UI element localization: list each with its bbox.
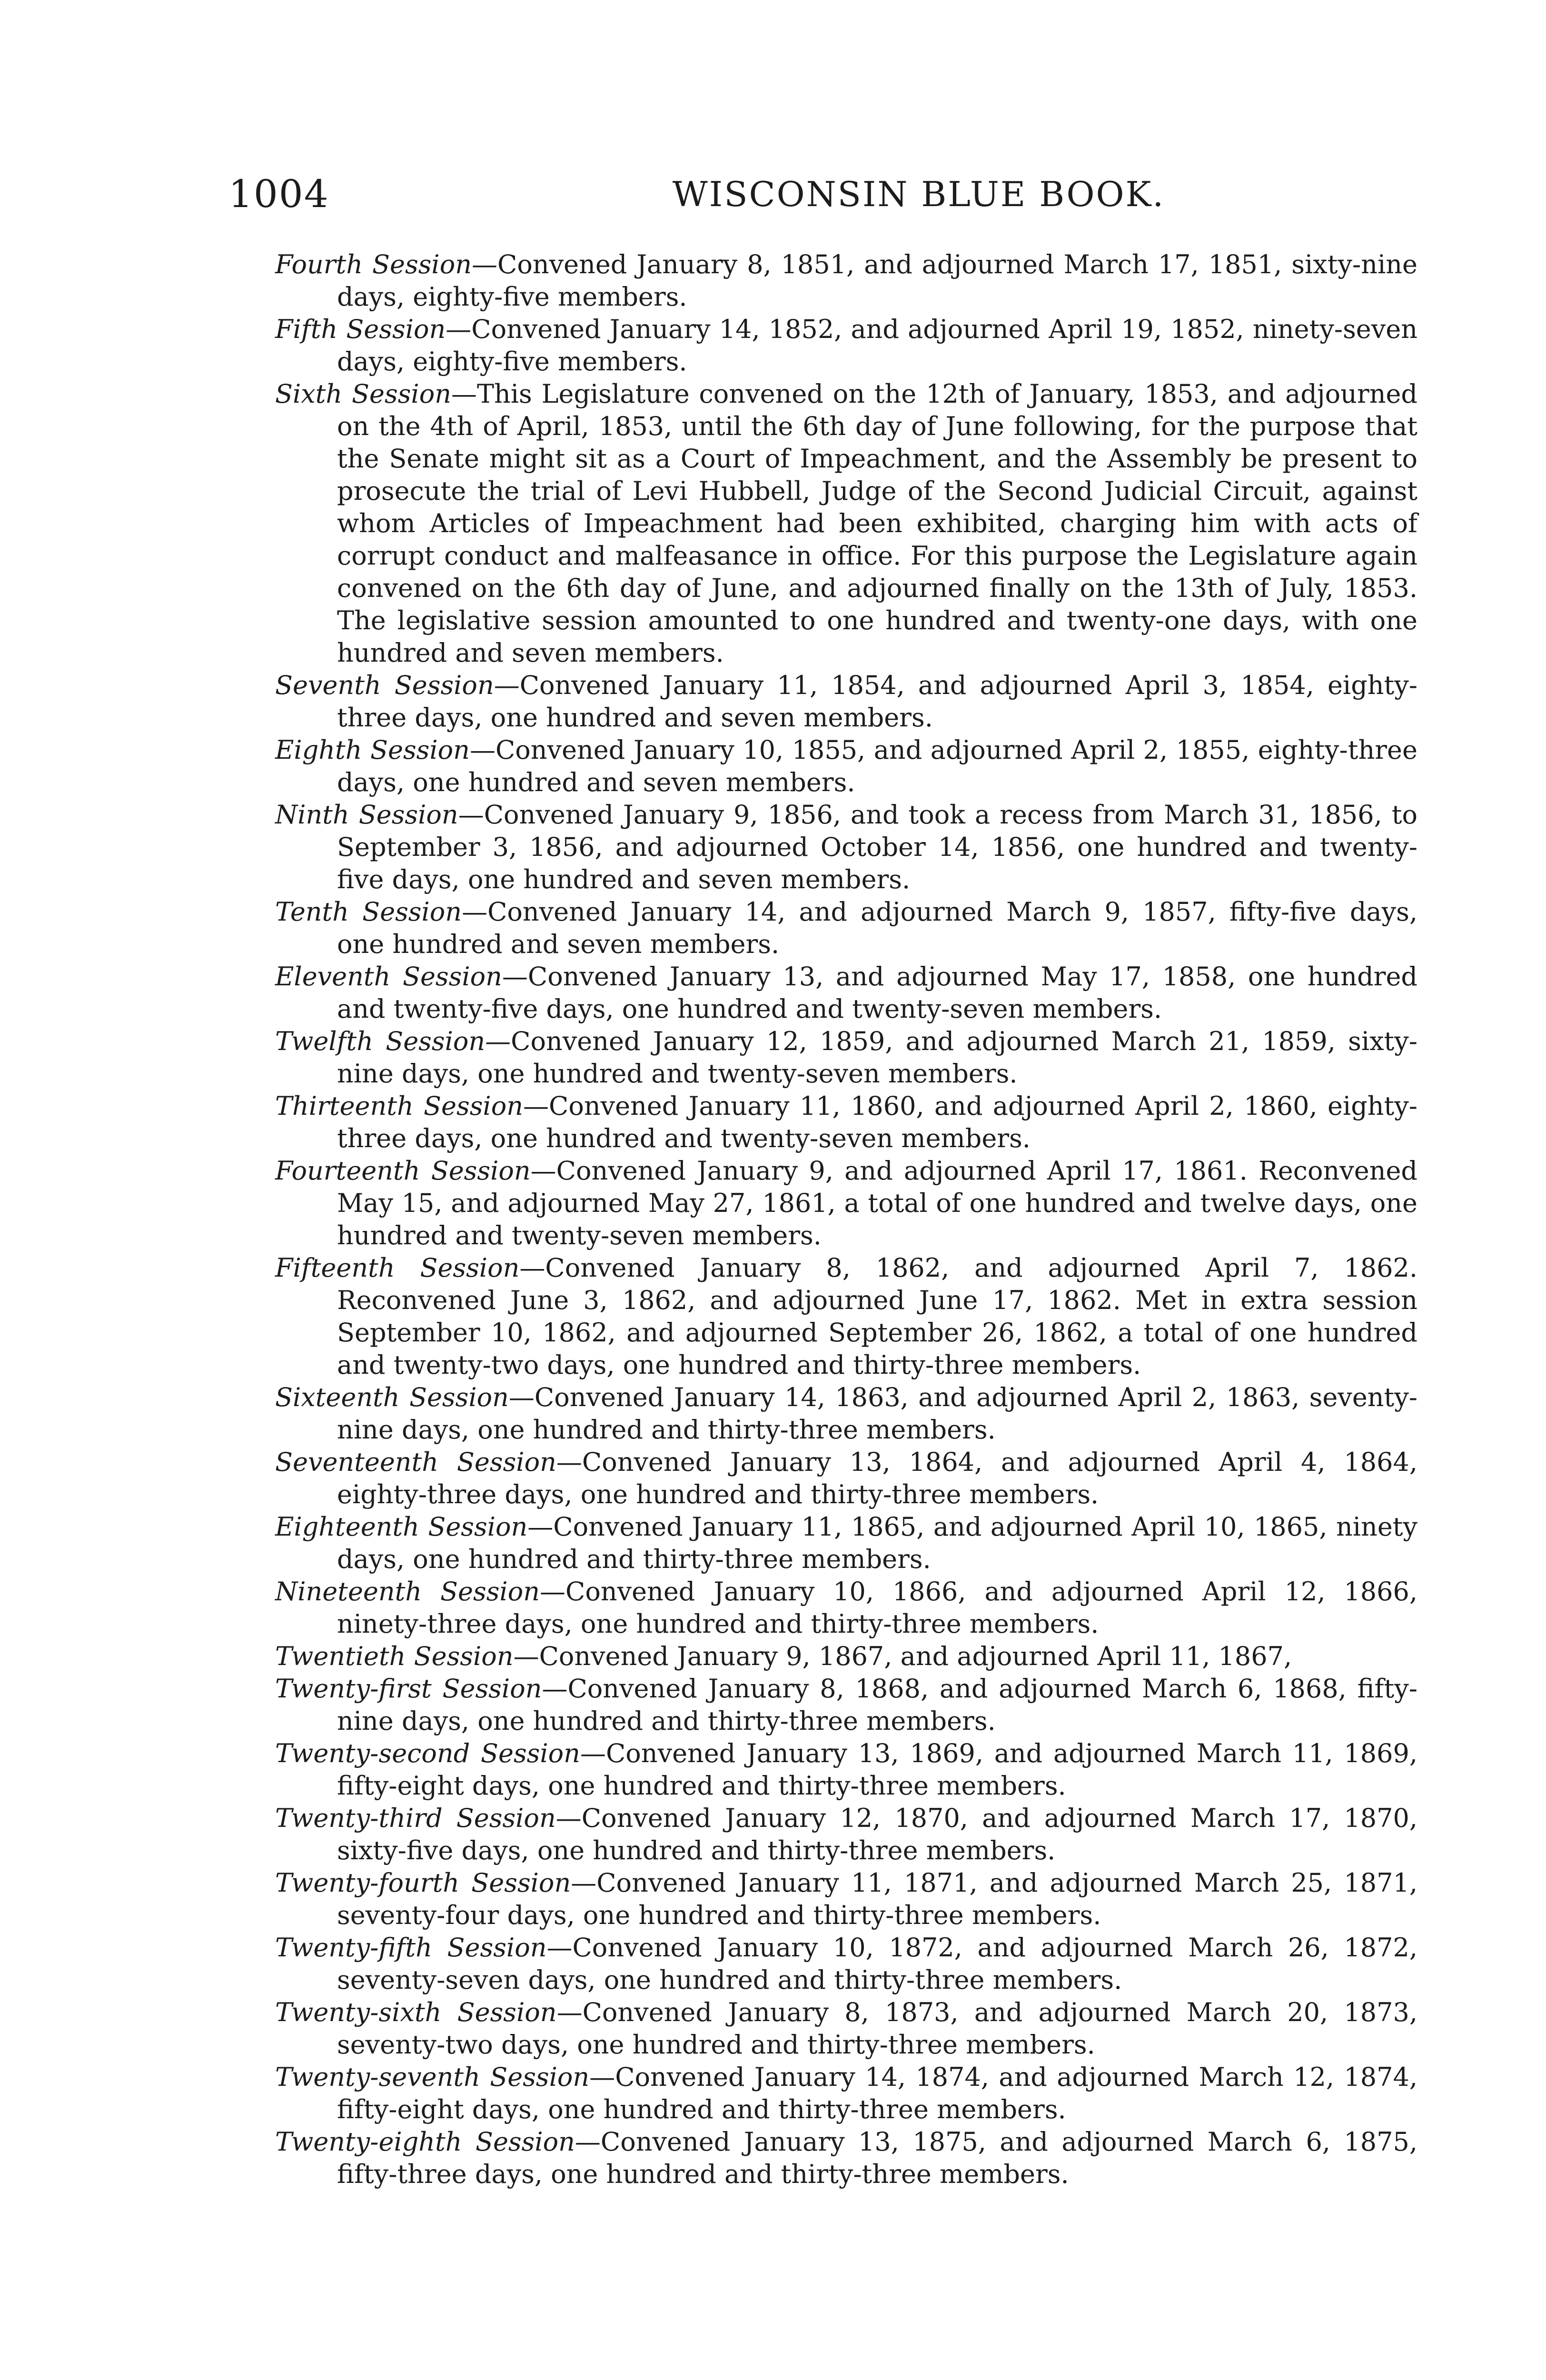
session-name: Tenth Session: [275, 897, 462, 927]
session-name: Fourth Session: [275, 249, 472, 279]
session-entry: [275, 896, 1417, 961]
session-details: —Convened January 14, 1863, and adjourned April 2, 1863, seventy-nine days, one hundred and thirty-three members.: [337, 1382, 1418, 1445]
session-name: Twenty-second Session: [275, 1738, 580, 1768]
running-title: WISCONSIN BLUE BOOK.: [672, 174, 1165, 214]
session-name: Twenty-sixth Session: [275, 1997, 557, 2027]
session-details: —Convened January 14, and adjourned March 9, 1857, fifty-five days, one hundred and seven members.: [337, 897, 1417, 959]
session-name: Fourteenth Session: [275, 1156, 531, 1186]
session-entry: [275, 1446, 1417, 1511]
session-details: —Convened January 13, 1875, and adjourned March 6, 1875, fifty-three days, one hundred and thirty-three members.: [337, 2127, 1417, 2189]
session-name: Seventh Session: [275, 670, 494, 700]
session-entry: [275, 1737, 1417, 1802]
session-name: Sixth Session: [275, 379, 451, 409]
session-list: [275, 248, 1417, 2191]
session-details: —Convened January 8, 1862, and adjourned April 7, 1862. Reconvened June 3, 1862, and adjourned June 17, 1862. Met in extra session September 10, 1862, and adjourned September 26, 1862, a total of one hundred and twenty-two days, one hundred and thirty-three members.: [337, 1253, 1417, 1380]
page-number: 1004: [228, 172, 329, 216]
session-entry: [275, 1802, 1417, 1867]
session-details: —Convened January 8, 1873, and adjourned March 20, 1873, seventy-two days, one hundred and thirty-three members.: [337, 1997, 1417, 2060]
session-details: —Convened January 12, 1859, and adjourned March 21, 1859, sixty-nine days, one hundred and twenty-seven members.: [337, 1026, 1418, 1089]
session-entry: [275, 313, 1417, 378]
session-name: Twenty-third Session: [275, 1803, 556, 1833]
session-name: Twenty-first Session: [275, 1674, 542, 1704]
session-details: —Convened January 14, 1852, and adjourned April 19, 1852, ninety-seven days, eighty-five members.: [337, 314, 1417, 377]
session-entry: [275, 1867, 1417, 1932]
session-name: Twenty-eighth Session: [275, 2127, 575, 2157]
session-name: Sixteenth Session: [275, 1382, 509, 1412]
session-details: —Convened January 10, 1872, and adjourned March 26, 1872, seventy-seven days, one hundred and thirty-three members.: [337, 1933, 1417, 1995]
session-entry: [275, 1025, 1417, 1090]
session-details: —Convened January 11, 1854, and adjourned April 3, 1854, eighty-three days, one hundred and seven members.: [337, 670, 1417, 733]
session-details: —Convened January 11, 1871, and adjourned March 25, 1871, seventy-four days, one hundred and thirty-three members.: [337, 1868, 1417, 1930]
session-name: Thirteenth Session: [275, 1091, 523, 1121]
session-name: Twenty-seventh Session: [275, 2062, 590, 2092]
session-entry: [275, 1932, 1417, 1996]
session-entry: [275, 734, 1417, 799]
session-entry: [275, 2126, 1417, 2191]
session-details: —Convened January 11, 1865, and adjourned April 10, 1865, ninety days, one hundred and thirty-three members.: [337, 1512, 1417, 1574]
session-details: —Convened January 8, 1868, and adjourned March 6, 1868, fifty-nine days, one hundred and thirty-three members.: [337, 1674, 1417, 1736]
session-details: —Convened January 11, 1860, and adjourned April 2, 1860, eighty-three days, one hundred and twenty-seven members.: [337, 1091, 1417, 1153]
session-name: Nineteenth Session: [275, 1577, 540, 1606]
session-details: —This Legislature convened on the 12th of January, 1853, and adjourned on the 4th of April, 1853, until the 6th day of June following, for the purpose that the Senate might sit as a Court of Impeachment, and the Assembly be present to prosecute the trial of Levi Hubbell, Judge of the Second Judicial Circuit, against whom Articles of Impeachment had been exhibited, charging him with acts of corrupt conduct and malfeasance in office. For this purpose the Legislature again convened on the 6th day of June, and adjourned finally on the 13th of July, 1853. The legislative session amounted to one hundred and twenty-one days, with one hundred and seven members.: [337, 379, 1417, 668]
session-entry: [275, 669, 1417, 734]
session-name: Ninth Session: [275, 800, 458, 830]
session-entry: [275, 248, 1417, 313]
page-header: [228, 170, 1437, 223]
session-name: Fifth Session: [275, 314, 446, 344]
session-entry: [275, 1381, 1417, 1446]
session-entry: [275, 1252, 1417, 1381]
session-details: —Convened January 10, 1855, and adjourned April 2, 1855, eighty-three days, one hundred and seven members.: [337, 735, 1417, 797]
session-details: —Convened January 9, and adjourned April 17, 1861. Reconvened May 15, and adjourned May 27, 1861, a total of one hundred and twelve days, one hundred and twenty-seven members.: [337, 1156, 1417, 1250]
session-name: Seventeenth Session: [275, 1447, 556, 1477]
session-name: Fifteenth Session: [275, 1253, 520, 1283]
session-details: —Convened January 13, 1869, and adjourned March 11, 1869, fifty-eight days, one hundred and thirty-three members.: [337, 1738, 1417, 1801]
session-details: —Convened January 9, 1856, and took a recess from March 31, 1856, to September 3, 1856, and adjourned October 14, 1856, one hundred and twenty-five days, one hundred and seven members.: [337, 800, 1417, 894]
session-details: —Convened January 12, 1870, and adjourned March 17, 1870, sixty-five days, one hundred and thirty-three members.: [337, 1803, 1417, 1865]
session-name: Twelfth Session: [275, 1026, 486, 1056]
session-details: —Convened January 14, 1874, and adjourned March 12, 1874, fifty-eight days, one hundred and thirty-three members.: [337, 2062, 1417, 2124]
session-entry: [275, 2061, 1417, 2126]
session-entry: [275, 1673, 1417, 1737]
session-entry: [275, 1511, 1417, 1576]
session-entry: [275, 799, 1417, 896]
session-name: Twentieth Session: [275, 1641, 514, 1671]
session-name: Eighth Session: [275, 735, 470, 765]
session-details: —Convened January 10, 1866, and adjourned April 12, 1866, ninety-three days, one hundred and thirty-three members.: [337, 1577, 1417, 1639]
session-name: Twenty-fourth Session: [275, 1868, 571, 1898]
session-name: Eleventh Session: [275, 962, 502, 992]
session-details: —Convened January 13, 1864, and adjourned April 4, 1864, eighty-three days, one hundred and thirty-three members.: [337, 1447, 1417, 1509]
session-entry: [275, 961, 1417, 1025]
session-details: —Convened January 8, 1851, and adjourned March 17, 1851, sixty-nine days, eighty-five members.: [337, 249, 1417, 312]
session-name: Eighteenth Session: [275, 1512, 528, 1542]
session-entry: [275, 1996, 1417, 2061]
session-entry: [275, 378, 1417, 669]
session-entry: [275, 1090, 1417, 1155]
session-details: —Convened January 9, 1867, and adjourned April 11, 1867,: [513, 1641, 1292, 1671]
session-entry: [275, 1640, 1417, 1673]
session-entry: [275, 1155, 1417, 1252]
session-name: Twenty-fifth Session: [275, 1933, 547, 1963]
session-entry: [275, 1576, 1417, 1640]
session-details: —Convened January 13, and adjourned May 17, 1858, one hundred and twenty-five days, one hundred and twenty-seven members.: [337, 962, 1417, 1024]
